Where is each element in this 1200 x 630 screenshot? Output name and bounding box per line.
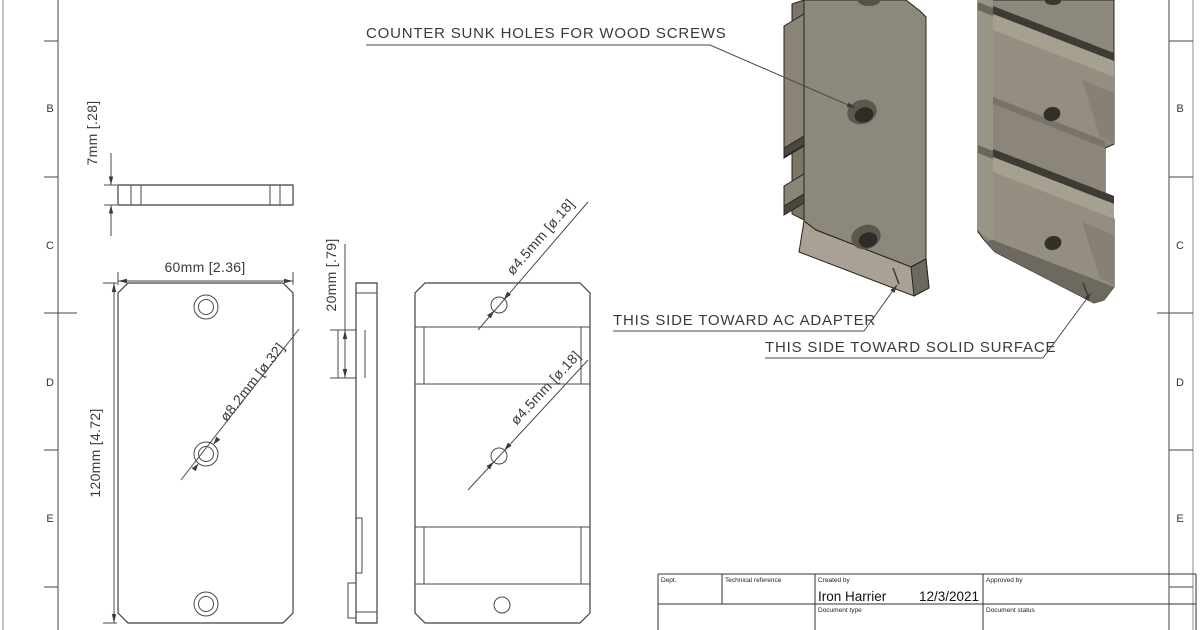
created-by-value: Iron Harrier: [818, 589, 887, 604]
annotation-ac-adapter: [613, 285, 897, 331]
view-side: [338, 283, 377, 623]
technical-reference-label: Technical reference: [725, 577, 782, 584]
zone-left-d: D: [46, 377, 54, 389]
dim-tab: [323, 238, 347, 378]
dim-width-text: 60mm [2.36]: [164, 259, 246, 275]
annotation-counter-sunk-text: COUNTER SUNK HOLES FOR WOOD SCREWS: [366, 25, 727, 42]
zone-left-e: E: [46, 513, 54, 525]
view-iso-back: [978, 0, 1114, 303]
title-block: [658, 574, 1196, 630]
zone-left-c: C: [46, 240, 54, 252]
dim-height: [87, 283, 117, 623]
dept-label: Dept.: [661, 577, 677, 584]
dim-width: [118, 259, 293, 285]
annotation-solid-surface-text: THIS SIDE TOWARD SOLID SURFACE: [765, 339, 1057, 356]
dim-screw-hole-top: [478, 196, 588, 330]
dim-height-text: 120mm [4.72]: [87, 408, 103, 498]
view-iso-front: [784, 0, 929, 296]
zone-right-c: C: [1176, 240, 1184, 252]
dim-screw-hole-mid-text: ø4.5mm [ø.18]: [507, 347, 584, 428]
zone-right-b: B: [1176, 103, 1184, 115]
zone-right-e: E: [1176, 513, 1184, 525]
approved-by-label: Approved by: [986, 577, 1023, 584]
date-value: 12/3/2021: [918, 589, 979, 604]
dim-thickness: [84, 101, 117, 236]
view-top: [118, 185, 293, 205]
document-status-label: Document status: [986, 607, 1035, 614]
dim-screw-hole-top-text: ø4.5mm [ø.18]: [503, 195, 578, 278]
created-by-label: Created by: [818, 577, 850, 584]
annotation-counter-sunk: [366, 25, 855, 108]
zone-right-d: D: [1176, 377, 1184, 389]
dim-center-hole-text: ø8.2mm [ø.32]: [216, 339, 288, 425]
document-type-label: Document type: [818, 607, 862, 614]
view-front: [118, 283, 293, 623]
dim-screw-hole-mid: [468, 347, 588, 490]
dim-center-hole: [181, 329, 299, 480]
dim-tab-text: 20mm [.79]: [323, 238, 339, 312]
dim-thickness-text: 7mm [.28]: [84, 100, 100, 166]
zone-left-b: B: [46, 103, 54, 115]
annotation-ac-adapter-text: THIS SIDE TOWARD AC ADAPTER: [613, 312, 877, 329]
